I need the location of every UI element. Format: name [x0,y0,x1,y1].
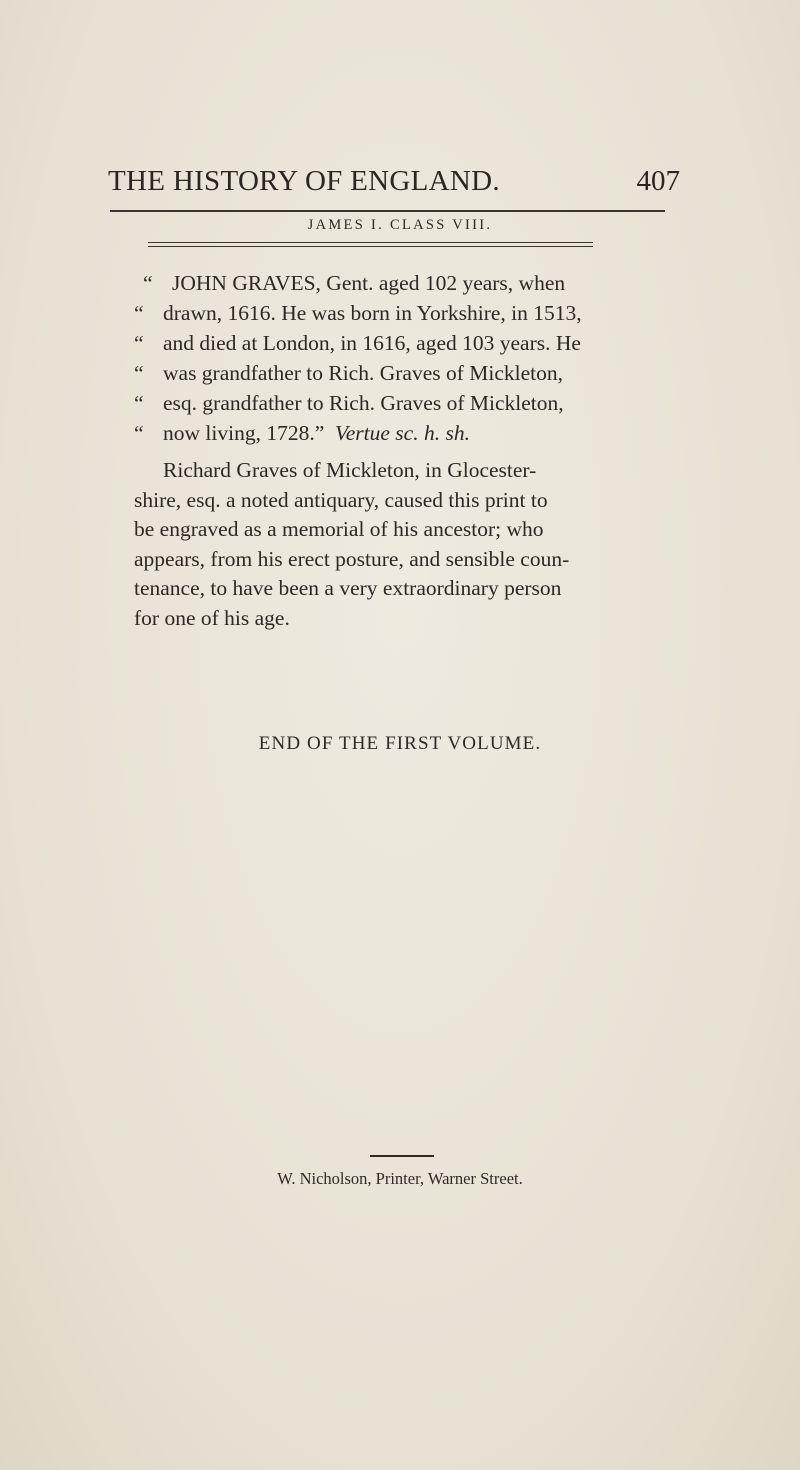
imprint-rule [370,1155,434,1157]
running-head [108,165,680,205]
commentary-paragraph [134,456,674,633]
quotation-text: and died at London, in 1616, aged 103 years. He [163,331,581,355]
quotation-text: now living, 1728.” [163,421,325,445]
quotation-text: esq. grandfather to Rich. Graves of Mickleton, [163,391,564,415]
paragraph-line: Richard Graves of Mickleton, in Glocester- [163,458,537,482]
quote-mark: “ [143,271,153,295]
quotation-text: was grandfather to Rich. Graves of Mickleton, [163,361,564,385]
quotation-line [134,358,674,388]
header-rule [110,210,665,212]
quotation-text-final [163,418,470,448]
page-number: 407 [636,165,680,197]
engraver-credit: Vertue sc. h. sh. [335,421,470,445]
running-title: THE HISTORY OF ENGLAND. [108,165,500,197]
paragraph-line: for one of his age. [134,605,290,630]
section-heading: JAMES I. CLASS VIII. [307,217,493,233]
paragraph-line: be engraved as a memorial of his ancestor; who [134,517,544,541]
quotation-line [134,418,674,448]
section-rule-lower [148,246,593,247]
quote-mark: “ [134,301,144,325]
quotation-text: drawn, 1616. He was born in Yorkshire, in 1513, [163,301,582,325]
printer-imprint: W. Nicholson, Printer, Warner Street. [277,1169,523,1188]
quotation-text: JOHN GRAVES, Gent. aged 102 years, when [172,271,566,295]
quote-mark: “ [134,361,144,385]
quotation-line [134,388,674,418]
section-rule-upper [148,242,593,243]
quotation-line [134,328,674,358]
quote-mark: “ [134,391,144,415]
quotation-line [134,268,674,298]
quote-mark: “ [134,331,144,355]
paragraph-line: shire, esq. a noted antiquary, caused this print to [134,487,548,512]
end-of-volume-notice: END OF THE FIRST VOLUME. [258,733,542,754]
quote-mark: “ [134,421,144,445]
quotation-line [134,298,674,328]
paragraph-line: appears, from his erect posture, and sensible coun- [134,546,570,571]
paragraph-line: tenance, to have been a very extraordinary person [134,576,562,600]
quotation-block [134,268,674,448]
